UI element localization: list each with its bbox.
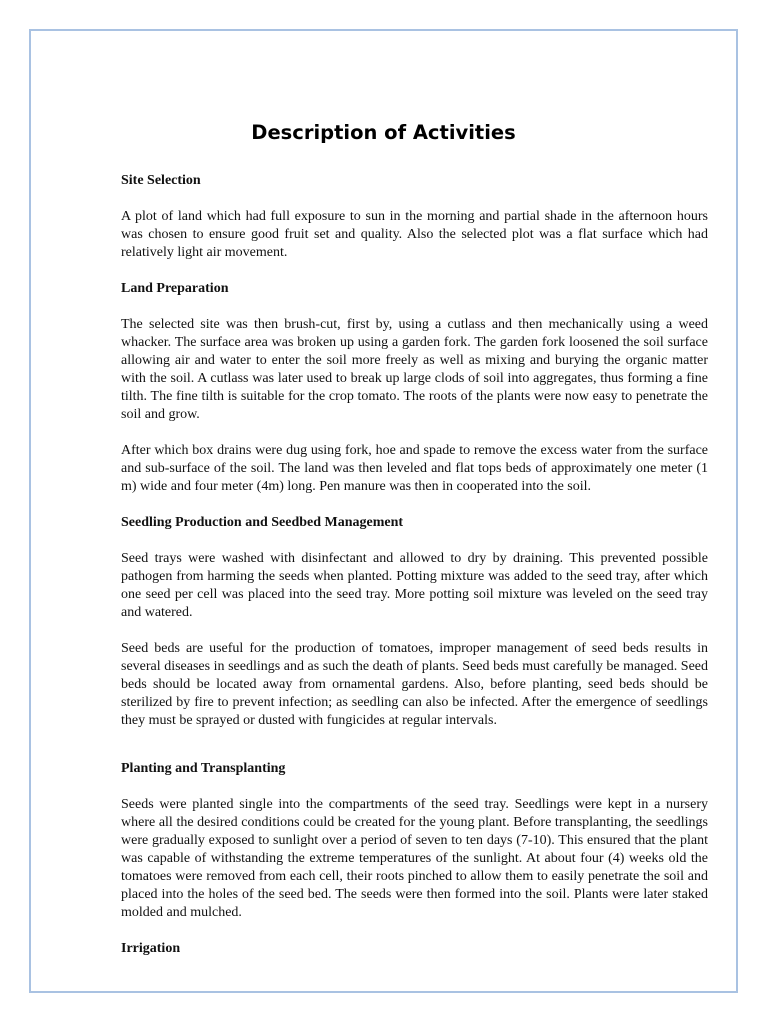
paragraph-land-preparation-1: The selected site was then brush-cut, first by, using a cutlass and then mechanically using a weed whacker. The surface area was broken up using a garden fork. The garden fork loosened the soil surface allowing air and water to enter the soil more freely as well as mixing and burying the organic matter with the soil. A cutlass was later used to break up large clods of soil into aggregates, thus forming a fine tilth. The fine tilth is suitable for the crop tomato. The roots of the plants were now easy to penetrate the soil and grow. bbox=[121, 317, 708, 422]
paragraph-seedling-production-2: Seed beds are useful for the production of tomatoes, improper management of seed beds results in several diseases in seedlings and as such the death of plants. Seed beds must carefully be managed. Seed beds should be located away from ornamental gardens. Also, before planting, seed beds should be sterilized by fire to prevent infection; as seedling can also be infected. After the emergence of seedlings they must be sprayed or dusted with fungicides at regular intervals. bbox=[121, 641, 708, 728]
section-heading-site-selection: Site Selection bbox=[121, 173, 201, 188]
document-body bbox=[121, 172, 708, 958]
section-heading-irrigation: Irrigation bbox=[121, 941, 181, 956]
paragraph-seedling-production-1: Seed trays were washed with disinfectant and allowed to dry by draining. This prevented possible pathogen from harming the seeds when planted. Potting mixture was added to the seed tray, after which one seed per cell was placed into the seed tray. More potting soil mixture was leveled on the seed tray and watered. bbox=[121, 551, 708, 620]
section-heading-seedling-production: Seedling Production and Seedbed Management bbox=[121, 515, 404, 530]
paragraph-site-selection: A plot of land which had full exposure to sun in the morning and partial shade in the afternoon hours was chosen to ensure good fruit set and quality. Also the selected plot was a flat surface which had relatively light air movement. bbox=[121, 209, 708, 260]
paragraph-land-preparation-2: After which box drains were dug using fork, hoe and spade to remove the excess water from the surface and sub-surface of the soil. The land was then leveled and flat tops beds of approximately one meter (1 m) wide and four meter (4m) long. Pen manure was then in cooperated into the soil. bbox=[121, 443, 708, 494]
paragraph-planting-transplanting: Seeds were planted single into the compartments of the seed tray. Seedlings were kept in a nursery where all the desired conditions could be created for the young plant. Before transplanting, the seedlings were gradually exposed to sunlight over a period of seven to ten days (7-10). This ensured that the plant was capable of withstanding the extreme temperatures of the sunlight. At about four (4) weeks old the tomatoes were removed from each cell, their roots pinched to allow them to easily penetrate the soil and placed into the holes of the seed bed. The seeds were then formed into the soil. Plants were later staked molded and mulched. bbox=[121, 797, 708, 920]
document-page bbox=[29, 29, 738, 993]
section-heading-planting-transplanting: Planting and Transplanting bbox=[121, 761, 286, 776]
section-heading-land-preparation: Land Preparation bbox=[121, 281, 229, 296]
document-title: Description of Activities bbox=[251, 121, 516, 144]
